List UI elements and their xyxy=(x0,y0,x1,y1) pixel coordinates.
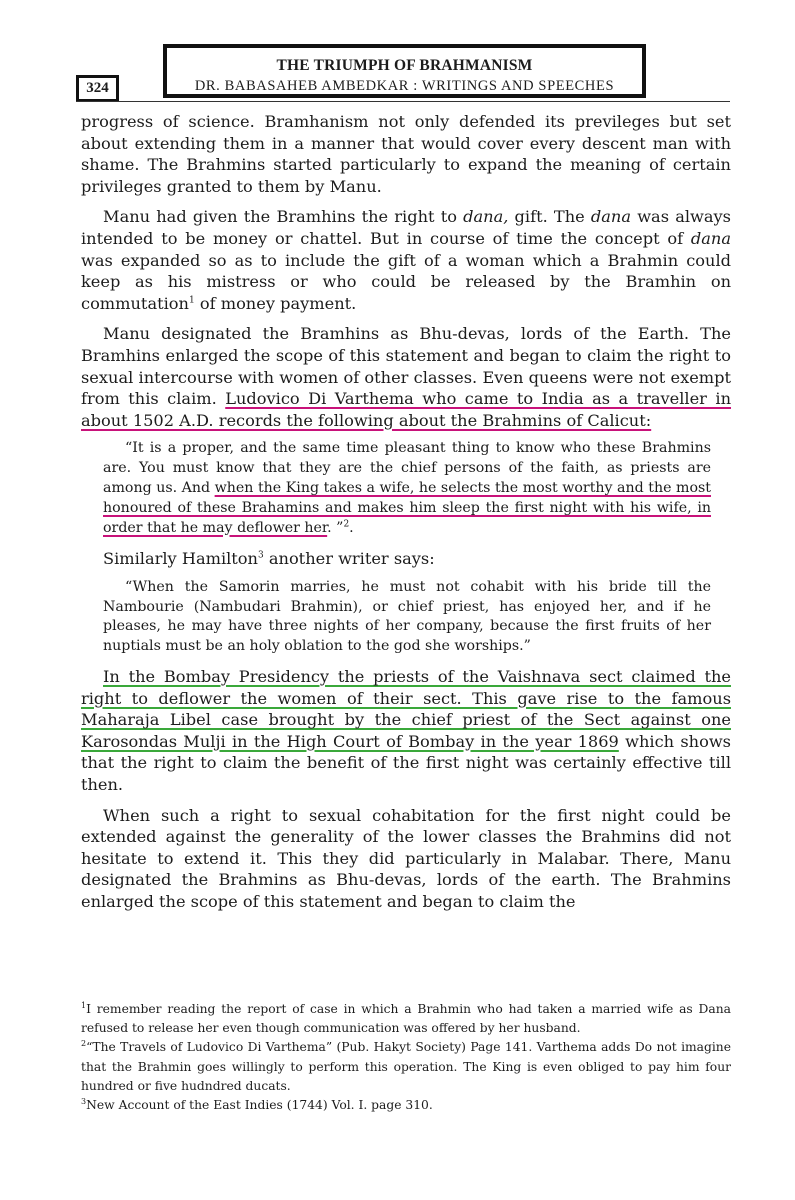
page-number: 324 xyxy=(76,75,119,102)
highlight-varthema: Ludovico Di Varthema who came to India as a traveller in about 1502 A.D. records the following about the Brahmins of Calicut: xyxy=(81,389,731,430)
paragraph-2: Manu had given the Bramhins the right to dana, gift. The dana was always intended to be money or chattel. But in course of time the concept of dana was expanded so as to include the gift of a woman which a Brahmin could keep as his mistress or who could be released by the Bramhin on commutation$^1$ of money payment. xyxy=(81,207,731,313)
body-text xyxy=(81,111,731,913)
block-quote-varthema: “It is a proper, and the same time pleasant thing to know who these Brahmins are. You must know that they are the chief persons of the faith, as priests are among us. And when the King takes a wife, he selects the most worthy and the most honoured of these Brahamins and makes him sleep the first night with his wife, in order that he may deflower her. ”$^2$. xyxy=(103,440,711,536)
chapter-title: THE TRIUMPH OF BRAHMANISM xyxy=(276,57,533,74)
paragraph-6: When such a right to sexual cohabitation for the first night could be extended against the generality of the lower classes the Brahmins did not hesitate to extend it. This they did particularly in Malabar. There, Manu designated the Brahmins as Bhu-devas, lords of the earth. The Brahmins enlarged the scope of this statement and began to claim the xyxy=(81,805,731,912)
running-title-box xyxy=(163,44,646,98)
footnote-3: $^3$New Account of the East Indies (1744) Vol. I. page 310. xyxy=(81,1096,433,1113)
highlight-bombay: In the Bombay Presidency the priests of the Vaishnava sect claimed the right to deflower the women of their sect. This gave rise to the famous Maharaja Libel case brought by the chief priest of the Sect against one Karosondas Mulji in the High Court of Bombay in the year 1869 xyxy=(81,667,731,751)
page-header xyxy=(0,0,795,110)
footnote-ref-3: 3 xyxy=(257,550,264,561)
footnote-2: $^2$“The Travels of Ludovico Di Varthema” (Pub. Hakyt Society) Page 141. Varthema adds Do not imagine that the Brahmin goes willingly to perform this operation. The King is even obliged to pay him four hundred or five hudndred ducats. xyxy=(81,1039,731,1093)
footnotes xyxy=(81,1000,731,1115)
header-rule xyxy=(76,101,730,102)
paragraph-1: progress of science. Bramhanism not only defended its previleges but set about extending them in a manner that would cover every descent man with shame. The Brahmins started particularly to expand the meaning of certain privileges granted to them by Manu. xyxy=(81,112,731,196)
footnote-1: $^1$I remember reading the report of case in which a Brahmin who had taken a married wife as Dana refused to release her even though communication was offered by her husband. xyxy=(81,1000,731,1036)
footnote-ref-2: 2 xyxy=(343,518,350,529)
paragraph-3: Manu designated the Bramhins as Bhu-devas, lords of the Earth. The Bramhins enlarged the scope of this statement and began to claim the right to sexual intercourse with women of other classes. Even queens were not exempt from this claim. Ludovico Di Varthema who came to India as a traveller in about 1502 A.D. records the following about the Brahmins of Calicut: xyxy=(81,324,731,430)
highlight-king-wife: when the King takes a wife, he selects the most worthy and the most honoured of these Brahamins and makes him sleep the first night with his wife, in order that he may deflower her xyxy=(103,479,711,536)
paragraph-5: In the Bombay Presidency the priests of the Vaishnava sect claimed the right to deflower the women of their sect. This gave rise to the famous Maharaja Libel case brought by the chief priest of the Sect against one Karosondas Mulji in the High Court of Bombay in the year 1869 which shows that the right to claim the benefit of the first night was certainly effective till then. xyxy=(81,667,731,795)
block-quote-hamilton: “When the Samorin marries, he must not cohabit with his bride till the Nambourie (Nambudari Brahmin), or chief priest, has enjoyed her, and if he pleases, he may have three nights of her company, because the first fruits of her nuptials must be an holy oblation to the god she worships.” xyxy=(103,578,711,655)
footnote-ref-1: 1 xyxy=(188,295,195,306)
paragraph-4: Similarly Hamilton$^3$ another writer says: xyxy=(103,549,435,569)
book-subtitle: DR. BABASAHEB AMBEDKAR : WRITINGS AND SPEECHES xyxy=(194,78,615,94)
